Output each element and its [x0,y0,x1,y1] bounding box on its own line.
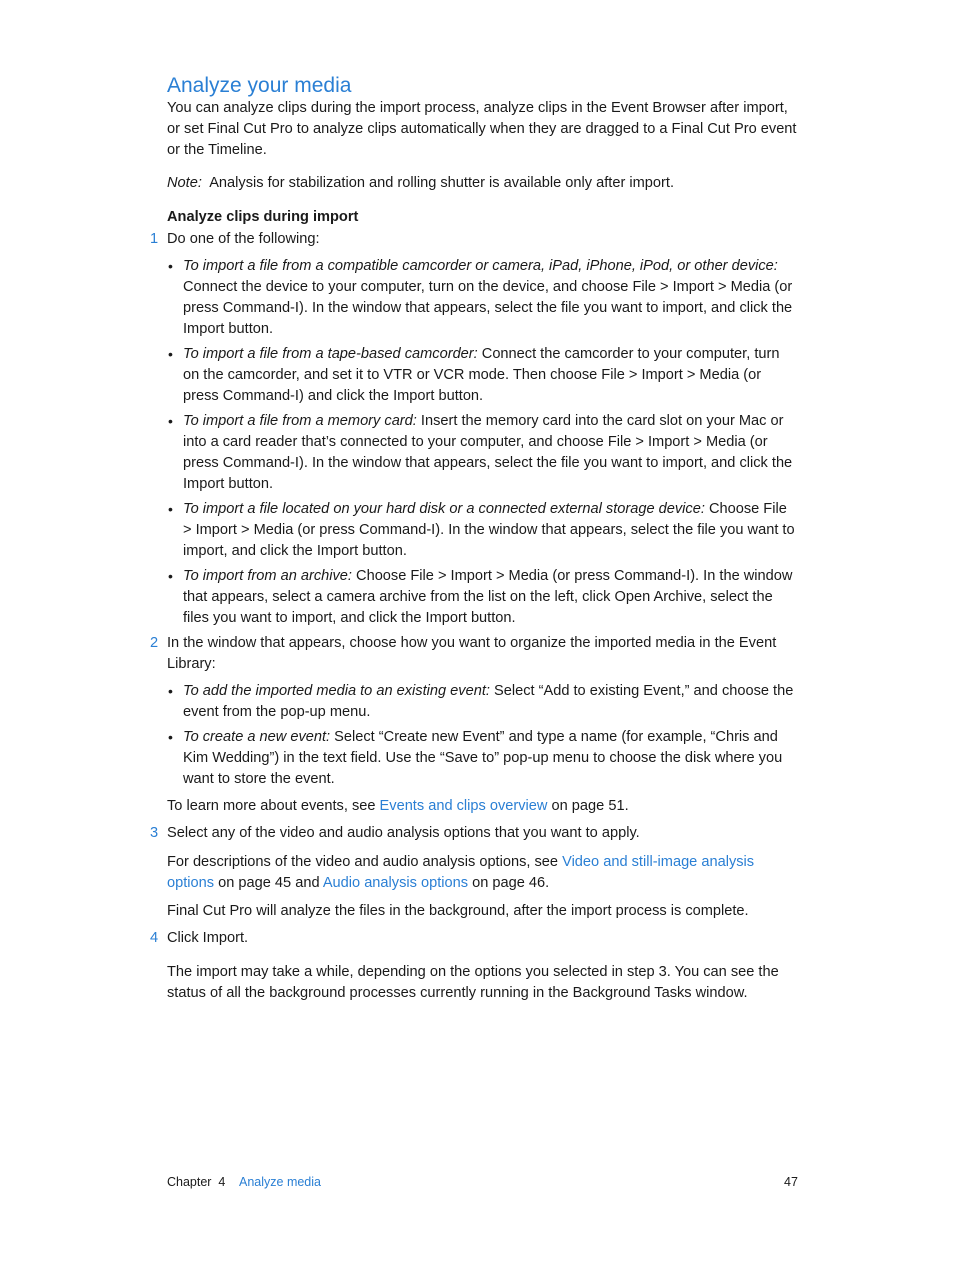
list-item [183,681,799,723]
list-item-lead: To import a file from a memory card: [183,413,417,429]
list-item-lead: To import a file located on your hard disk or a connected external storage device: [183,501,705,517]
list-item-lead: To create a new event: [183,729,331,745]
bullet-icon: • [168,501,173,517]
list-item [183,256,799,340]
bullet-icon: • [168,683,173,699]
note-label: Note: [167,175,202,191]
video-analysis-link[interactable]: Video and still-image analysis options [167,854,755,891]
list-item-text: Insert the memory card into the card slot on your Mac or into a card reader that’s connected to your computer, and choose File > Import > Media (or press Command-I). In the window that appears, select the file you want to import, and click the Import button. [183,413,793,492]
section-subhead: Analyze clips during import [167,209,359,225]
list-item-lead: To import a file from a compatible camcorder or camera, iPad, iPhone, iPod, or other device: [183,258,778,274]
list-item [183,566,799,629]
step-number: 1 [150,231,159,247]
step-text: Do one of the following: [167,231,320,247]
learn-more-pre: To learn more about events, see [167,798,380,814]
list-item-text: Connect the device to your computer, turn on the device, and choose File > Import > Media (or press Command-I). In the window that appears, select the file you want to import, and click the Import button. [183,279,793,337]
step-number: 4 [150,930,159,946]
bullet-icon: • [168,729,173,745]
note-text: Analysis for stabilization and rolling shutter is available only after import. [209,175,674,191]
list-item-lead: To add the imported media to an existing event: [183,683,490,699]
bullet-icon: • [168,568,173,584]
descriptions-pre: For descriptions of the video and audio analysis options, see [167,854,563,870]
list-item [183,411,799,495]
closing-paragraph: The import may take a while, depending on the options you selected in step 3. You can see the status of all the background processes currently running in the Background Tasks window. [167,964,779,1001]
step-number: 3 [150,825,159,841]
descriptions-post: on page 46. [468,875,550,891]
step-text: In the window that appears, choose how you want to organize the imported media in the Event Library: [167,635,777,672]
learn-more-paragraph [167,796,799,817]
list-item-text: Choose File > Import > Media (or press Command-I). In the window that appears, select a camera archive from the list on the left, click Open Archive, select the files you want to import, and click the Import button. [183,568,793,626]
list-item-lead: To import from an archive: [183,568,352,584]
page-number: 47 [784,1175,798,1189]
background-note: Final Cut Pro will analyze the files in the background, after the import process is complete. [167,903,749,919]
intro-paragraph: You can analyze clips during the import process, analyze clips in the Event Browser after import, or set Final Cut Pro to analyze clips automatically when they are dragged to a Final Cut Pro event or the Timeline. [167,100,797,158]
note-paragraph [167,173,799,194]
descriptions-paragraph [167,852,799,894]
list-item-text: Select “Add to existing Event,” and choose the event from the pop-up menu. [183,683,794,720]
descriptions-mid: on page 45 and [214,875,323,891]
page-title: Analyze your media [167,74,352,97]
bullet-icon: • [168,413,173,429]
list-item [183,344,799,407]
list-item-text: Choose File > Import > Media (or press Command-I). In the window that appears, select the file you want to import, and click the Import button. [183,501,795,559]
events-overview-link[interactable]: Events and clips overview [379,798,548,814]
footer-chapter-link[interactable]: Analyze media [239,1175,321,1189]
step-number: 2 [150,635,159,651]
list-item [183,727,799,790]
footer-chapter: Chapter 4 [167,1175,226,1189]
step-text: Select any of the video and audio analysis options that you want to apply. [167,825,640,841]
bullet-icon: • [168,346,173,362]
audio-analysis-link[interactable]: Audio analysis options [322,875,469,891]
list-item [183,499,799,562]
step-text: Click Import. [167,930,249,946]
learn-more-post: on page 51. [547,798,629,814]
bullet-icon: • [168,258,173,274]
list-item-text: Connect the camcorder to your computer, turn on the camcorder, and set it to VTR or VCR mode. Then choose File > Import > Media (or press Command-I) and click the Import button. [183,346,780,404]
list-item-lead: To import a file from a tape-based camcorder: [183,346,478,362]
list-item-text: Select “Create new Event” and type a name (for example, “Chris and Kim Wedding”) in the text field. Use the “Save to” pop-up menu to choose the disk where you want to store the event. [183,729,783,787]
